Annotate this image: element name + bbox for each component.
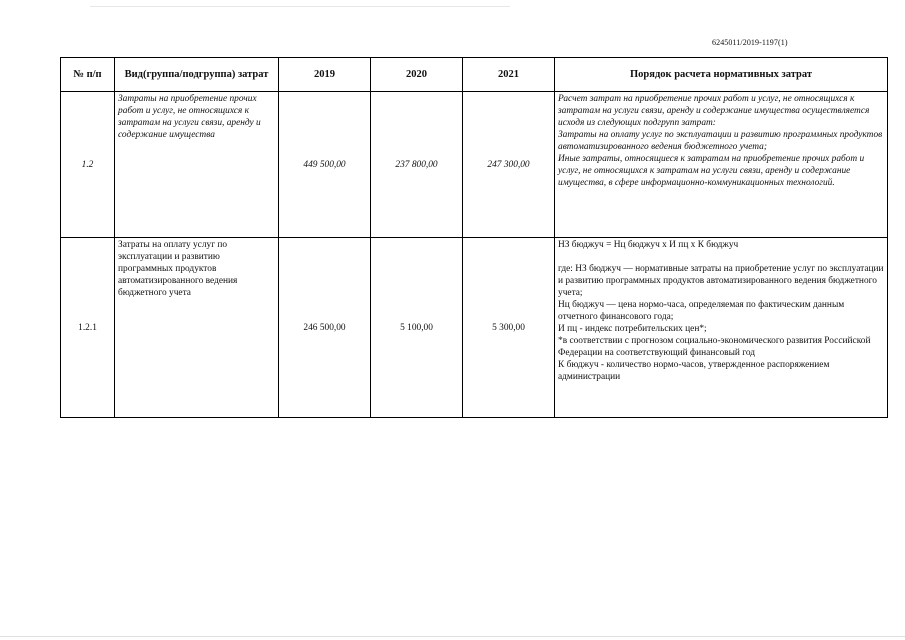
value-2021: 247 300,00 xyxy=(463,92,555,238)
row-number: 1.2.1 xyxy=(61,238,115,418)
value-2019: 246 500,00 xyxy=(279,238,371,418)
method-line: К бюджуч - количество нормо-часов, утвержденное распоряжением администрации xyxy=(558,360,830,382)
method-line: Расчет затрат на приобретение прочих работ и услуг, не относящихся к затратам на услуги связи, аренду и содержание имущества осуществляется исходя из следующих подгрупп затрат: xyxy=(558,94,870,128)
header-2019: 2019 xyxy=(279,58,371,92)
cost-type-cell: Затраты на приобретение прочих работ и услуг, не относящихся к затратам на услуги связи, аренду и содержание имущества xyxy=(115,92,279,238)
cost-table xyxy=(60,57,888,418)
table-row xyxy=(61,238,888,418)
scan-artifact-bottom xyxy=(0,636,905,637)
header-2021: 2021 xyxy=(463,58,555,92)
header-method: Порядок расчета нормативных затрат xyxy=(555,58,888,92)
method-line: И пц - индекс потребительских цен*; xyxy=(558,324,707,334)
cost-type-cell: Затраты на оплату услуг по эксплуатации и развитию программных продуктов автоматизированного ведения бюджетного учета xyxy=(115,238,279,418)
header-2020: 2020 xyxy=(371,58,463,92)
method-cell xyxy=(555,92,888,238)
value-2020: 5 100,00 xyxy=(371,238,463,418)
value-2020: 237 800,00 xyxy=(371,92,463,238)
value-2021: 5 300,00 xyxy=(463,238,555,418)
method-line: Нц бюджуч — цена нормо-часа, определяемая по фактическим данным отчетного финансового года; xyxy=(558,300,845,322)
document-number: 6245011/2019-1197(1) xyxy=(712,38,788,47)
scan-artifact-top xyxy=(90,6,510,7)
method-line: где: НЗ бюджуч — нормативные затраты на приобретение услуг по эксплуатации и развитию программных продуктов автоматизированного ведения бюджетного учета; xyxy=(558,264,884,298)
method-cell xyxy=(555,238,888,418)
method-line: Иные затраты, относящиеся к затратам на приобретение прочих работ и услуг, не относящихся к затратам на услуги связи, аренду и содержание имущества, в сфере информационно-коммуникационных технологий. xyxy=(558,154,865,188)
formula: НЗ бюджуч = Нц бюджуч х И пц х К бюджуч xyxy=(558,240,739,250)
header-num: № п/п xyxy=(61,58,115,92)
method-line: Затраты на оплату услуг по эксплуатации и развитию программных продуктов автоматизированного ведения бюджетного учета; xyxy=(558,130,883,152)
value-2019: 449 500,00 xyxy=(279,92,371,238)
header-cost-type: Вид(группа/подгруппа) затрат xyxy=(115,58,279,92)
table-header-row xyxy=(61,58,888,92)
method-line: *в соответствии с прогнозом социально-экономического развития Российской Федерации на соответствующий финансовый год xyxy=(558,336,871,358)
row-number: 1.2 xyxy=(61,92,115,238)
table-row xyxy=(61,92,888,238)
